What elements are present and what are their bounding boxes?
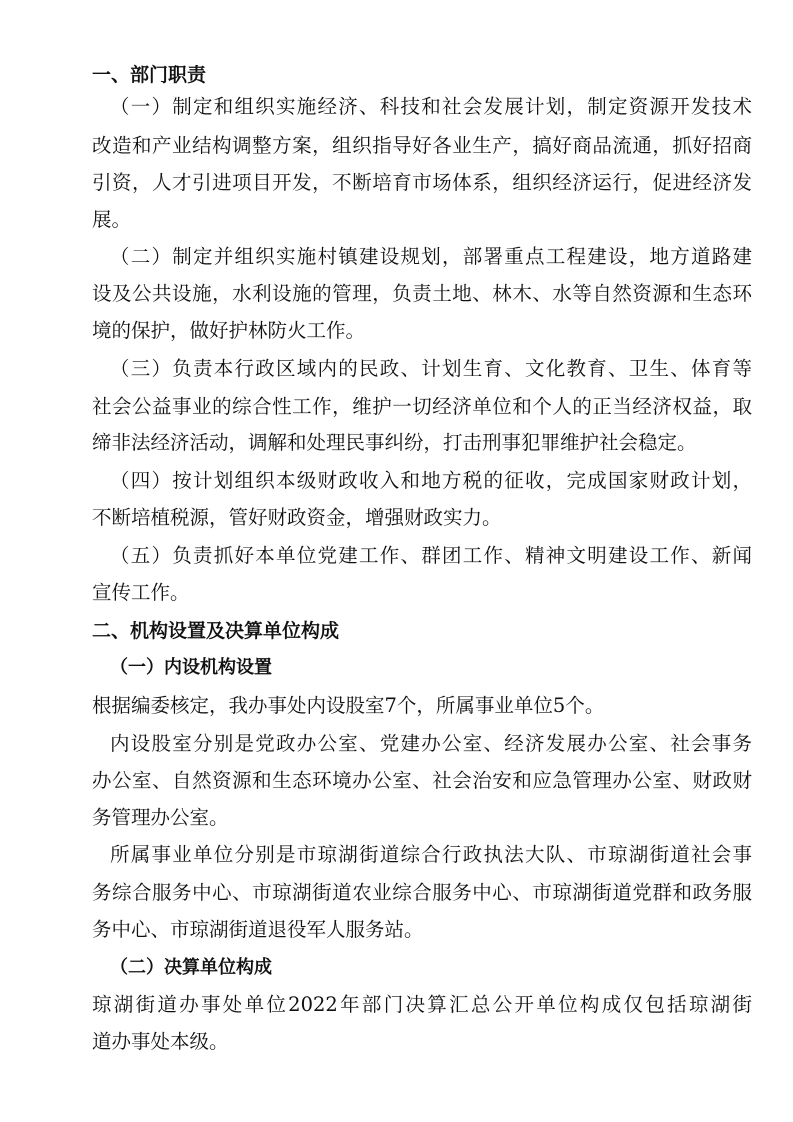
paragraph-line: 务综合服务中心、市琼湖街道农业综合服务中心、市琼湖街道党群和政务服 (92, 881, 752, 904)
paragraph-line: 务中心、市琼湖街道退役军人服务站。 (92, 918, 424, 941)
paragraph-line: 缔非法经济活动，调解和处理民事纠纷，打击刑事犯罪维护社会稳定。 (92, 431, 697, 454)
paragraph-line: （五）负责抓好本单位党建工作、群团工作、精神文明建设工作、新闻 (110, 544, 752, 567)
paragraph-line: 所属事业单位分别是市琼湖街道综合行政执法大队、市琼湖街道社会事 (110, 843, 752, 866)
paragraph-line: 社会公益事业的综合性工作，维护一切经济单位和个人的正当经济权益，取 (92, 395, 752, 418)
paragraph-line: 境的保护，做好护林防火工作。 (92, 319, 366, 342)
section-heading-duties: 一、部门职责 (92, 64, 207, 86)
subsection-heading-accounting-units: （二）决算单位构成 (110, 957, 272, 978)
paragraph-line: 道办事处本级。 (92, 1030, 229, 1053)
paragraph-line: 展。 (92, 208, 132, 231)
paragraph-line: （二）制定并组织实施村镇建设规划，部署重点工程建设，地方道路建 (110, 245, 752, 268)
paragraph-line: 引资，人才引进项目开发，不断培育市场体系，组织经济运行，促进经济发 (92, 171, 752, 194)
paragraph-line: 设及公共设施，水利设施的管理，负责土地、林木、水等自然资源和生态环 (92, 282, 752, 305)
paragraph-line: 改造和产业结构调整方案，组织指导好各业生产，搞好商品流通，抓好招商 (92, 134, 752, 157)
paragraph-line: 根据编委核定，我办事处内设股室7个，所属事业单位5个。 (92, 694, 605, 717)
subsection-heading-internal: （一）内设机构设置 (110, 657, 272, 678)
paragraph-line: 琼湖街道办事处单位2022年部门决算汇总公开单位构成仅包括琼湖街 (92, 993, 752, 1016)
paragraph-line: 内设股室分别是党政办公室、党建办公室、经济发展办公室、社会事务 (110, 732, 752, 755)
section-heading-structure: 二、机构设置及决算单位构成 (92, 620, 340, 642)
paragraph-line: （四）按计划组织本级财政收入和地方税的征收，完成国家财政计划， (110, 469, 752, 492)
paragraph-line: 办公室、自然资源和生态环境办公室、社会治安和应急管理办公室、财政财 (92, 769, 752, 792)
paragraph-line: 宣传工作。 (92, 581, 190, 604)
paragraph-line: 务管理办公室。 (92, 806, 229, 829)
paragraph-line: 不断培植税源，管好财政资金，增强财政实力。 (92, 506, 502, 529)
paragraph-line: （一）制定和组织实施经济、科技和社会发展计划，制定资源开发技术 (110, 95, 752, 118)
paragraph-line: （三）负责本行政区域内的民政、计划生育、文化教育、卫生、体育等 (110, 357, 752, 380)
